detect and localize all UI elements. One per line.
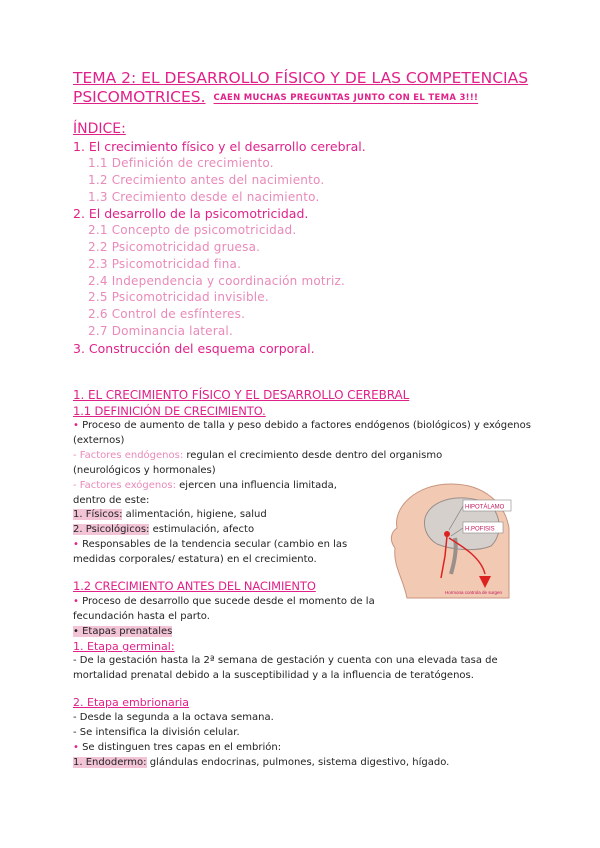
text-line: 1. Físicos: alimentación, higiene, salud <box>73 509 267 520</box>
toc-item: 2.6 Control de esfínteres. <box>88 307 246 321</box>
stage-heading: 2. Etapa embrionaria <box>73 696 190 709</box>
text-line: - Se intensifica la división celular. <box>73 727 240 738</box>
text-line: 2. Psicológicos: estimulación, afecto <box>73 524 255 535</box>
text-line: • Proceso de desarrollo que sucede desde el momento de la <box>73 596 375 607</box>
text-line: • Proceso de aumento de talla y peso debido a factores endógenos (biológicos) y exógenos <box>73 420 531 431</box>
title-line-1: TEMA 2: EL DESARROLLO FÍSICO Y DE LAS COMPETENCIAS <box>73 69 529 87</box>
illustration-caption: Hormona controla de surgen <box>445 590 503 595</box>
toc-item: 3. Construcción del esquema corporal. <box>73 341 315 356</box>
text-line: (neurológicos y hormonales) <box>73 465 216 476</box>
toc-item: 2.1 Concepto de psicomotricidad. <box>88 223 297 237</box>
toc-item: 2. El desarrollo de la psicomotricidad. <box>73 206 309 221</box>
toc-item: 2.5 Psicomotricidad invisible. <box>88 290 269 304</box>
text-line: medidas corporales/ estatura) en el crecimiento. <box>73 554 317 565</box>
document-title <box>73 69 543 108</box>
text-line: • Etapas prenatales <box>73 626 173 637</box>
text-line: - Factores exógenos: ejercen una influencia limitada, <box>73 480 337 491</box>
section-heading: 1. EL CRECIMIENTO FÍSICO Y EL DESARROLLO CEREBRAL <box>73 388 410 402</box>
text-line: • Se distinguen tres capas en el embrión: <box>73 742 282 753</box>
toc-item: 1. El crecimiento físico y el desarrollo cerebral. <box>73 139 366 154</box>
title-line-2: PSICOMOTRICES. <box>73 88 206 106</box>
text-line: - Factores endógenos: regulan el crecimiento desde dentro del organismo <box>73 450 443 461</box>
text-line: (externos) <box>73 435 125 446</box>
stage-heading: 1. Etapa germinal: <box>73 640 175 653</box>
text-line: dentro de este: <box>73 495 150 506</box>
text-line: mortalidad prenatal debido a la susceptibilidad y a la influencia de teratógenos. <box>73 670 474 681</box>
exam-note: CAEN MUCHAS PREGUNTAS JUNTO CON EL TEMA 3!!! <box>213 93 479 103</box>
text-line: • Responsables de la tendencia secular (cambio en las <box>73 539 348 550</box>
toc-item: 1.3 Crecimiento desde el nacimiento. <box>88 190 320 204</box>
subsection-heading: 1.1 DEFINICIÓN DE CRECIMIENTO. <box>73 404 266 418</box>
text-line: 1. Endodermo: glándulas endocrinas, pulmones, sistema digestivo, hígado. <box>73 757 450 768</box>
toc-item: 2.2 Psicomotricidad gruesa. <box>88 240 261 254</box>
toc-item: 2.4 Independencia y coordinación motriz. <box>88 274 345 288</box>
pituitary-label: H.POFISIS <box>465 526 495 533</box>
toc-item: 2.3 Psicomotricidad fina. <box>88 257 242 271</box>
toc-item: 1.1 Definición de crecimiento. <box>88 156 274 170</box>
subsection-heading: 1.2 CRECIMIENTO ANTES DEL NACIMIENTO <box>73 579 316 593</box>
text-line: - Desde la segunda a la octava semana. <box>73 712 274 723</box>
toc-item: 1.2 Crecimiento antes del nacimiento. <box>88 173 325 187</box>
toc-item: 2.7 Dominancia lateral. <box>88 324 233 338</box>
brain-head-illustration <box>385 478 515 600</box>
text-line: fecundación hasta el parto. <box>73 611 210 622</box>
hypothalamus-label: HIPOTÁLAMO <box>465 504 505 511</box>
toc-heading: ÍNDICE: <box>73 121 126 137</box>
text-line: - De la gestación hasta la 2ª semana de gestación y cuenta con una elevada tasa de <box>73 655 498 666</box>
